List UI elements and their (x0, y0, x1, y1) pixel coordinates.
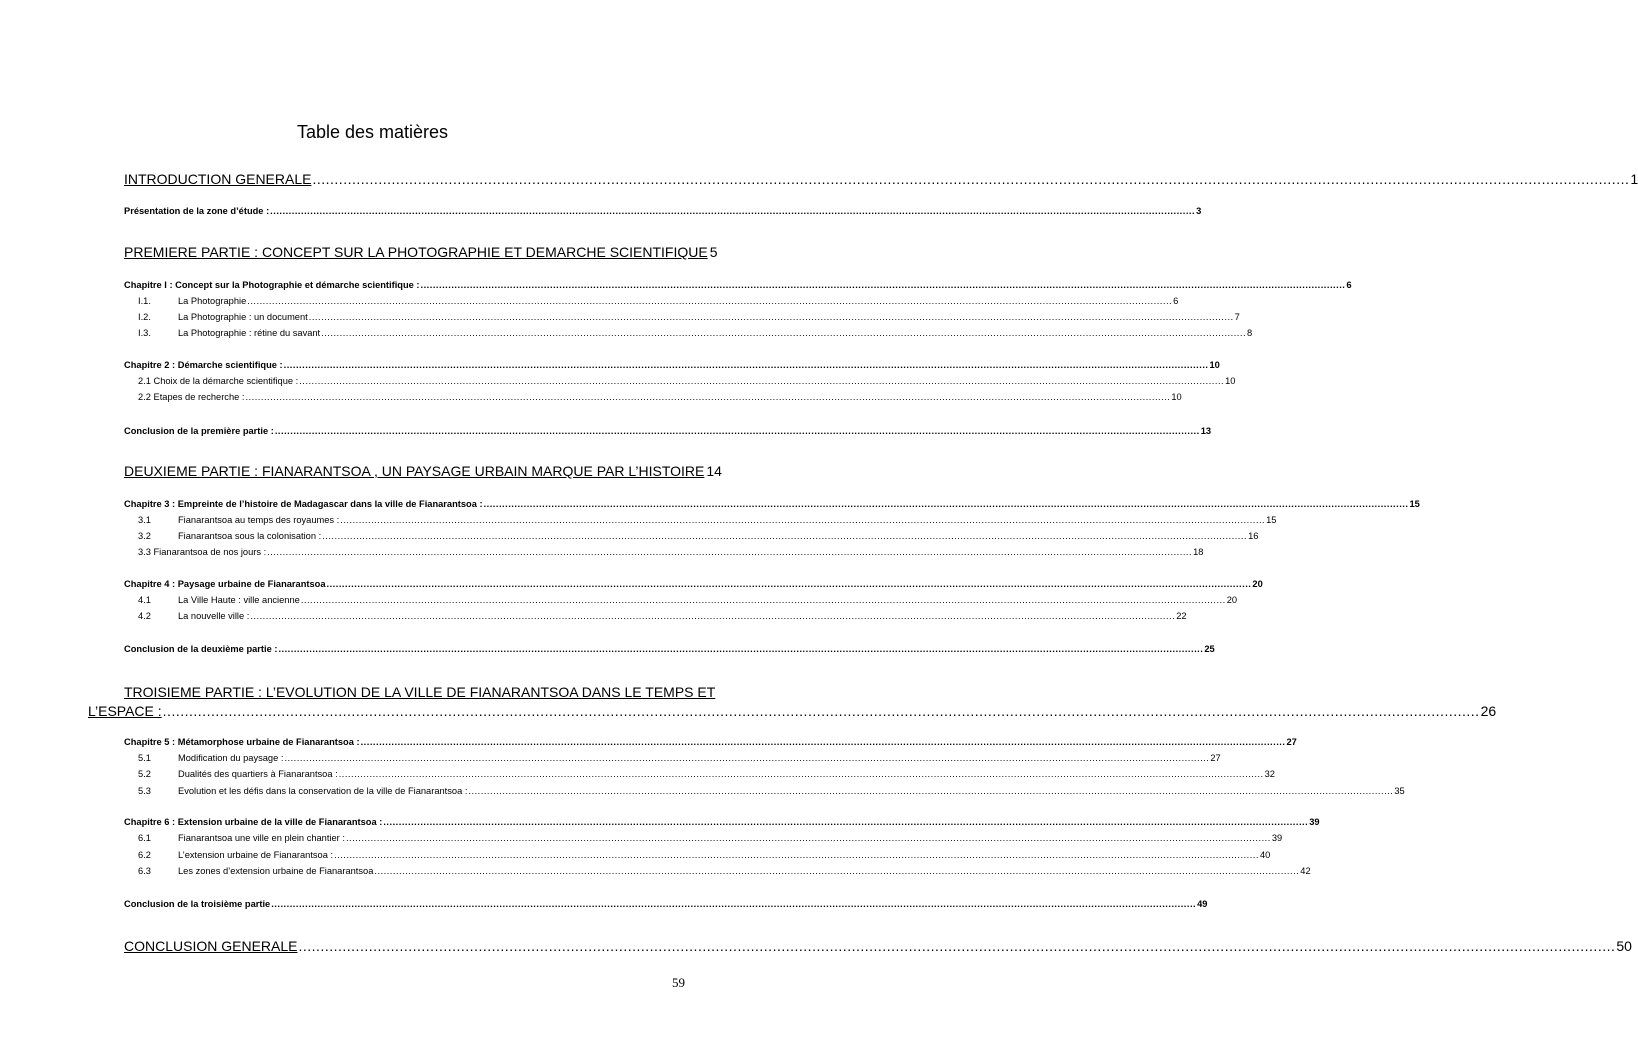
toc-section-number: 6.3 (138, 866, 151, 876)
dot-leader: ............................................................................................................................................................................................................................................................................................................ (338, 769, 1264, 779)
toc-entry-label: Présentation de la zone d’étude : (124, 206, 270, 216)
toc-entry-label: Chapitre I : Concept sur la Photographie et démarche scientifique : (124, 280, 420, 290)
toc-entry-conclusion-generale[interactable] (124, 938, 1632, 954)
toc-page-number: 15 (1266, 515, 1277, 525)
toc-page-number: 32 (1264, 769, 1275, 779)
toc-section-number: 3.2 (138, 531, 151, 541)
dot-leader: ............................................................................................................................................................................................................................................................................................................ (247, 296, 1173, 306)
toc-entry-troisieme-partie[interactable] (88, 703, 1497, 719)
toc-page-number: 3 (1196, 206, 1202, 216)
toc-entry-label: Conclusion de la première partie : (124, 426, 274, 436)
toc-section-number: I.3. (138, 328, 151, 338)
toc-entry-introduction[interactable] (124, 171, 1638, 187)
toc-entry-label: DEUXIEME PARTIE : FIANARANTSOA , UN PAYSAGE URBAIN MARQUE PAR L’HISTOIRE (124, 463, 705, 479)
toc-entry-4-1[interactable] (138, 595, 1238, 605)
dot-leader: ............................................................................................................................................................................................................................................................................................................ (274, 426, 1200, 436)
toc-page-number: 8 (1247, 328, 1253, 338)
toc-entry-chapitre-6[interactable] (124, 817, 1320, 827)
toc-entry-label: La Photographie (178, 296, 247, 306)
toc-entry-label: Evolution et les défis dans la conservation de la ville de Fianarantsoa : (178, 786, 468, 796)
toc-entry-5-3[interactable] (138, 786, 1405, 796)
toc-entry-label: Chapitre 6 : Extension urbaine de la ville de Fianarantsoa : (124, 817, 383, 827)
toc-page-number: 22 (1176, 611, 1187, 621)
toc-entry-label: CONCLUSION GENERALE (124, 938, 298, 954)
toc-entry-6-3[interactable] (138, 866, 1311, 876)
dot-leader: ............................................................................................................................................................................................................................................................................................................ (300, 595, 1226, 605)
dot-leader: ............................................................................................................................................................................................................................................................................................................ (334, 850, 1259, 860)
toc-entry-conclusion-3[interactable] (124, 899, 1208, 909)
toc-section-number: 4.2 (138, 611, 151, 621)
toc-entry-chapitre-3[interactable] (124, 499, 1420, 509)
toc-entry-label: Conclusion de la troisième partie (124, 899, 271, 909)
dot-leader: ............................................................................................................................................................................................................................................................................................................ (321, 328, 1247, 338)
toc-section-number: 5.1 (138, 753, 151, 763)
dot-leader: ............................................................................................................................................................................................................................................................................................................ (374, 866, 1300, 876)
toc-entry-chapitre-4[interactable] (124, 579, 1263, 589)
toc-entry-label: Fianarantsoa une ville en plein chantier : (178, 833, 345, 843)
toc-entry-conclusion-2[interactable] (124, 644, 1215, 654)
dot-leader: ............................................................................................................................................................................................................................................................................................................ (468, 786, 1394, 796)
toc-entry-label: La Photographie : rétine du savant (178, 328, 321, 338)
toc-page-number: 6 (1346, 280, 1352, 290)
toc-entry-label: Les zones d’extension urbaine de Fianarantsoa (178, 866, 374, 876)
dot-leader: ............................................................................................................................................................................................................................................................................................................ (326, 579, 1252, 589)
toc-entry-label: 3.3 Fianarantsoa de nos jours : (138, 547, 267, 557)
toc-entry-3-2[interactable] (138, 531, 1259, 541)
toc-entry-1-1[interactable] (138, 296, 1179, 306)
toc-section-number: 5.3 (138, 786, 151, 796)
toc-section-number: I.1. (138, 296, 151, 306)
page-number: 59 (672, 975, 685, 990)
toc-section-number: 5.2 (138, 769, 151, 779)
toc-entry-deuxieme-partie[interactable] (124, 463, 722, 479)
toc-entry-1-2[interactable] (138, 312, 1240, 322)
toc-page-number: 15 (1409, 499, 1420, 509)
dot-leader: ............................................................................................................................................................................................................................................................................................................ (322, 531, 1248, 541)
toc-page-number: 5 (709, 244, 718, 260)
dot-leader: ............................................................................................................................................................................................................................................................................................................ (383, 817, 1309, 827)
toc-entry-presentation[interactable] (124, 206, 1202, 216)
toc-entry-6-2[interactable] (138, 850, 1271, 860)
toc-section-number: 3.1 (138, 515, 151, 525)
toc-entry-1-3[interactable] (138, 328, 1253, 338)
toc-entry-2-1[interactable] (138, 376, 1236, 386)
dot-leader: ............................................................................................................................................................................................................................................................................................................ (250, 611, 1176, 621)
dot-leader: ............................................................................................................................................................................................................................................................................................................ (284, 753, 1210, 763)
toc-entry-label: La nouvelle ville : (178, 611, 250, 621)
toc-page-number: 10 (1225, 376, 1236, 386)
toc-entry-label: 2.2 Etapes de recherche : (138, 392, 245, 402)
toc-entry-chapitre-2[interactable] (124, 360, 1220, 370)
dot-leader: ............................................................................................................................................................................................................................................................................................................ (308, 312, 1234, 322)
toc-entry-premiere-partie[interactable] (124, 244, 718, 260)
toc-page-number: 35 (1394, 786, 1405, 796)
toc-page-number: 40 (1259, 850, 1271, 860)
toc-page-number: 10 (1209, 360, 1220, 370)
toc-entry-label: INTRODUCTION GENERALE (124, 171, 312, 187)
toc-entry-3-1[interactable] (138, 515, 1277, 525)
toc-page-number: 14 (706, 463, 722, 479)
toc-entry-label: Fianarantsoa sous la colonisation : (178, 531, 322, 541)
dot-leader: ............................................................................................................................................................................................................................................................................................................ (483, 499, 1409, 509)
toc-page-number: 42 (1300, 866, 1311, 876)
toc-entry-5-2[interactable] (138, 769, 1275, 779)
toc-entry-4-2[interactable] (138, 611, 1187, 621)
toc-entry-chapitre-5[interactable] (124, 737, 1297, 747)
toc-page-number: 13 (1200, 426, 1212, 436)
toc-page-number: 39 (1271, 833, 1283, 843)
toc-entry-label: La Photographie : un document (178, 312, 308, 322)
dot-leader: ............................................................................................................................................................................................................................................................................................................ (270, 206, 1196, 216)
toc-entry-label: 2.1 Choix de la démarche scientifique : (138, 376, 299, 386)
toc-page-number: 6 (1173, 296, 1179, 306)
toc-entry-label: Dualités des quartiers à Fianarantsoa : (178, 769, 338, 779)
dot-leader: ............................................................................................................................................................................................................................................................................................................ (340, 515, 1266, 525)
dot-leader: ............................................................................................................................................................................................................................................................................................................ (271, 899, 1197, 909)
toc-entry-troisieme-partie-line1[interactable] (124, 684, 715, 700)
toc-entry-label: Conclusion de la deuxième partie : (124, 644, 278, 654)
toc-title: Table des matières (296, 122, 449, 142)
toc-page-number: 20 (1252, 579, 1263, 589)
dot-leader: ............................................................................................................................................................................................................................................................................................................ (278, 644, 1204, 654)
toc-entry-label: La Ville Haute : ville ancienne (178, 595, 300, 605)
toc-page-number: 20 (1226, 595, 1238, 605)
toc-page-number: 27 (1210, 753, 1221, 763)
dot-leader: ............................................................................................................................................................................................................................................................................................................ (283, 360, 1209, 370)
toc-entry-label: TROISIEME PARTIE : L’EVOLUTION DE LA VILLE DE FIANARANTSOA DANS LE TEMPS ET (124, 684, 716, 700)
dot-leader: ............................................................................................................................................................................................................................................................................................................ (162, 703, 1480, 719)
dot-leader: ............................................................................................................................................................................................................................................................................................................ (420, 280, 1346, 290)
dot-leader: ............................................................................................................................................................................................................................................................................................................ (312, 171, 1630, 187)
toc-section-number: I.2. (138, 312, 151, 322)
dot-leader: ............................................................................................................................................................................................................................................................................................................ (298, 938, 1616, 954)
toc-entry-2-2[interactable] (138, 392, 1182, 402)
toc-section-number: 4.1 (138, 595, 151, 605)
toc-entry-label: Chapitre 3 : Empreinte de l’histoire de Madagascar dans la ville de Fianarantsoa : (124, 499, 483, 509)
toc-page-number: 27 (1286, 737, 1297, 747)
toc-page-number: 26 (1480, 703, 1497, 719)
toc-page-number: 10 (1171, 392, 1182, 402)
toc-entry-label: Fianarantsoa au temps des royaumes : (178, 515, 340, 525)
toc-entry-6-1[interactable] (138, 833, 1283, 843)
toc-entry-label: PREMIERE PARTIE : CONCEPT SUR LA PHOTOGRAPHIE ET DEMARCHE SCIENTIFIQUE (124, 244, 708, 260)
toc-page-number: 7 (1234, 312, 1240, 322)
toc-page-number: 39 (1309, 817, 1320, 827)
toc-page-number: 16 (1248, 531, 1259, 541)
toc-entry-label-continued: L’ESPACE : (88, 703, 162, 719)
toc-entry-conclusion-1[interactable] (124, 426, 1212, 436)
toc-page-number: 18 (1193, 547, 1204, 557)
toc-entry-3-3[interactable] (138, 547, 1204, 557)
dot-leader: ............................................................................................................................................................................................................................................................................................................ (267, 547, 1193, 557)
toc-entry-label: Chapitre 2 : Démarche scientifique : (124, 360, 283, 370)
dot-leader: ............................................................................................................................................................................................................................................................................................................ (245, 392, 1171, 402)
dot-leader: ............................................................................................................................................................................................................................................................................................................ (345, 833, 1271, 843)
toc-page-number: 1 (1630, 171, 1638, 187)
toc-section-number: 6.1 (138, 833, 151, 843)
toc-entry-label: Chapitre 4 : Paysage urbaine de Fianarantsoa (124, 579, 326, 589)
toc-page-number: 49 (1197, 899, 1208, 909)
toc-entry-label: Modification du paysage : (178, 753, 284, 763)
toc-entry-5-1[interactable] (138, 753, 1221, 763)
toc-entry-label: Chapitre 5 : Métamorphose urbaine de Fianarantsoa : (124, 737, 360, 747)
dot-leader: ............................................................................................................................................................................................................................................................................................................ (360, 737, 1286, 747)
toc-page-number: 50 (1616, 938, 1632, 954)
toc-section-number: 6.2 (138, 850, 151, 860)
toc-entry-label: L’extension urbaine de Fianarantsoa : (178, 850, 334, 860)
dot-leader: ............................................................................................................................................................................................................................................................................................................ (299, 376, 1225, 386)
toc-page-number: 25 (1204, 644, 1215, 654)
toc-entry-chapitre-1[interactable] (124, 280, 1352, 290)
